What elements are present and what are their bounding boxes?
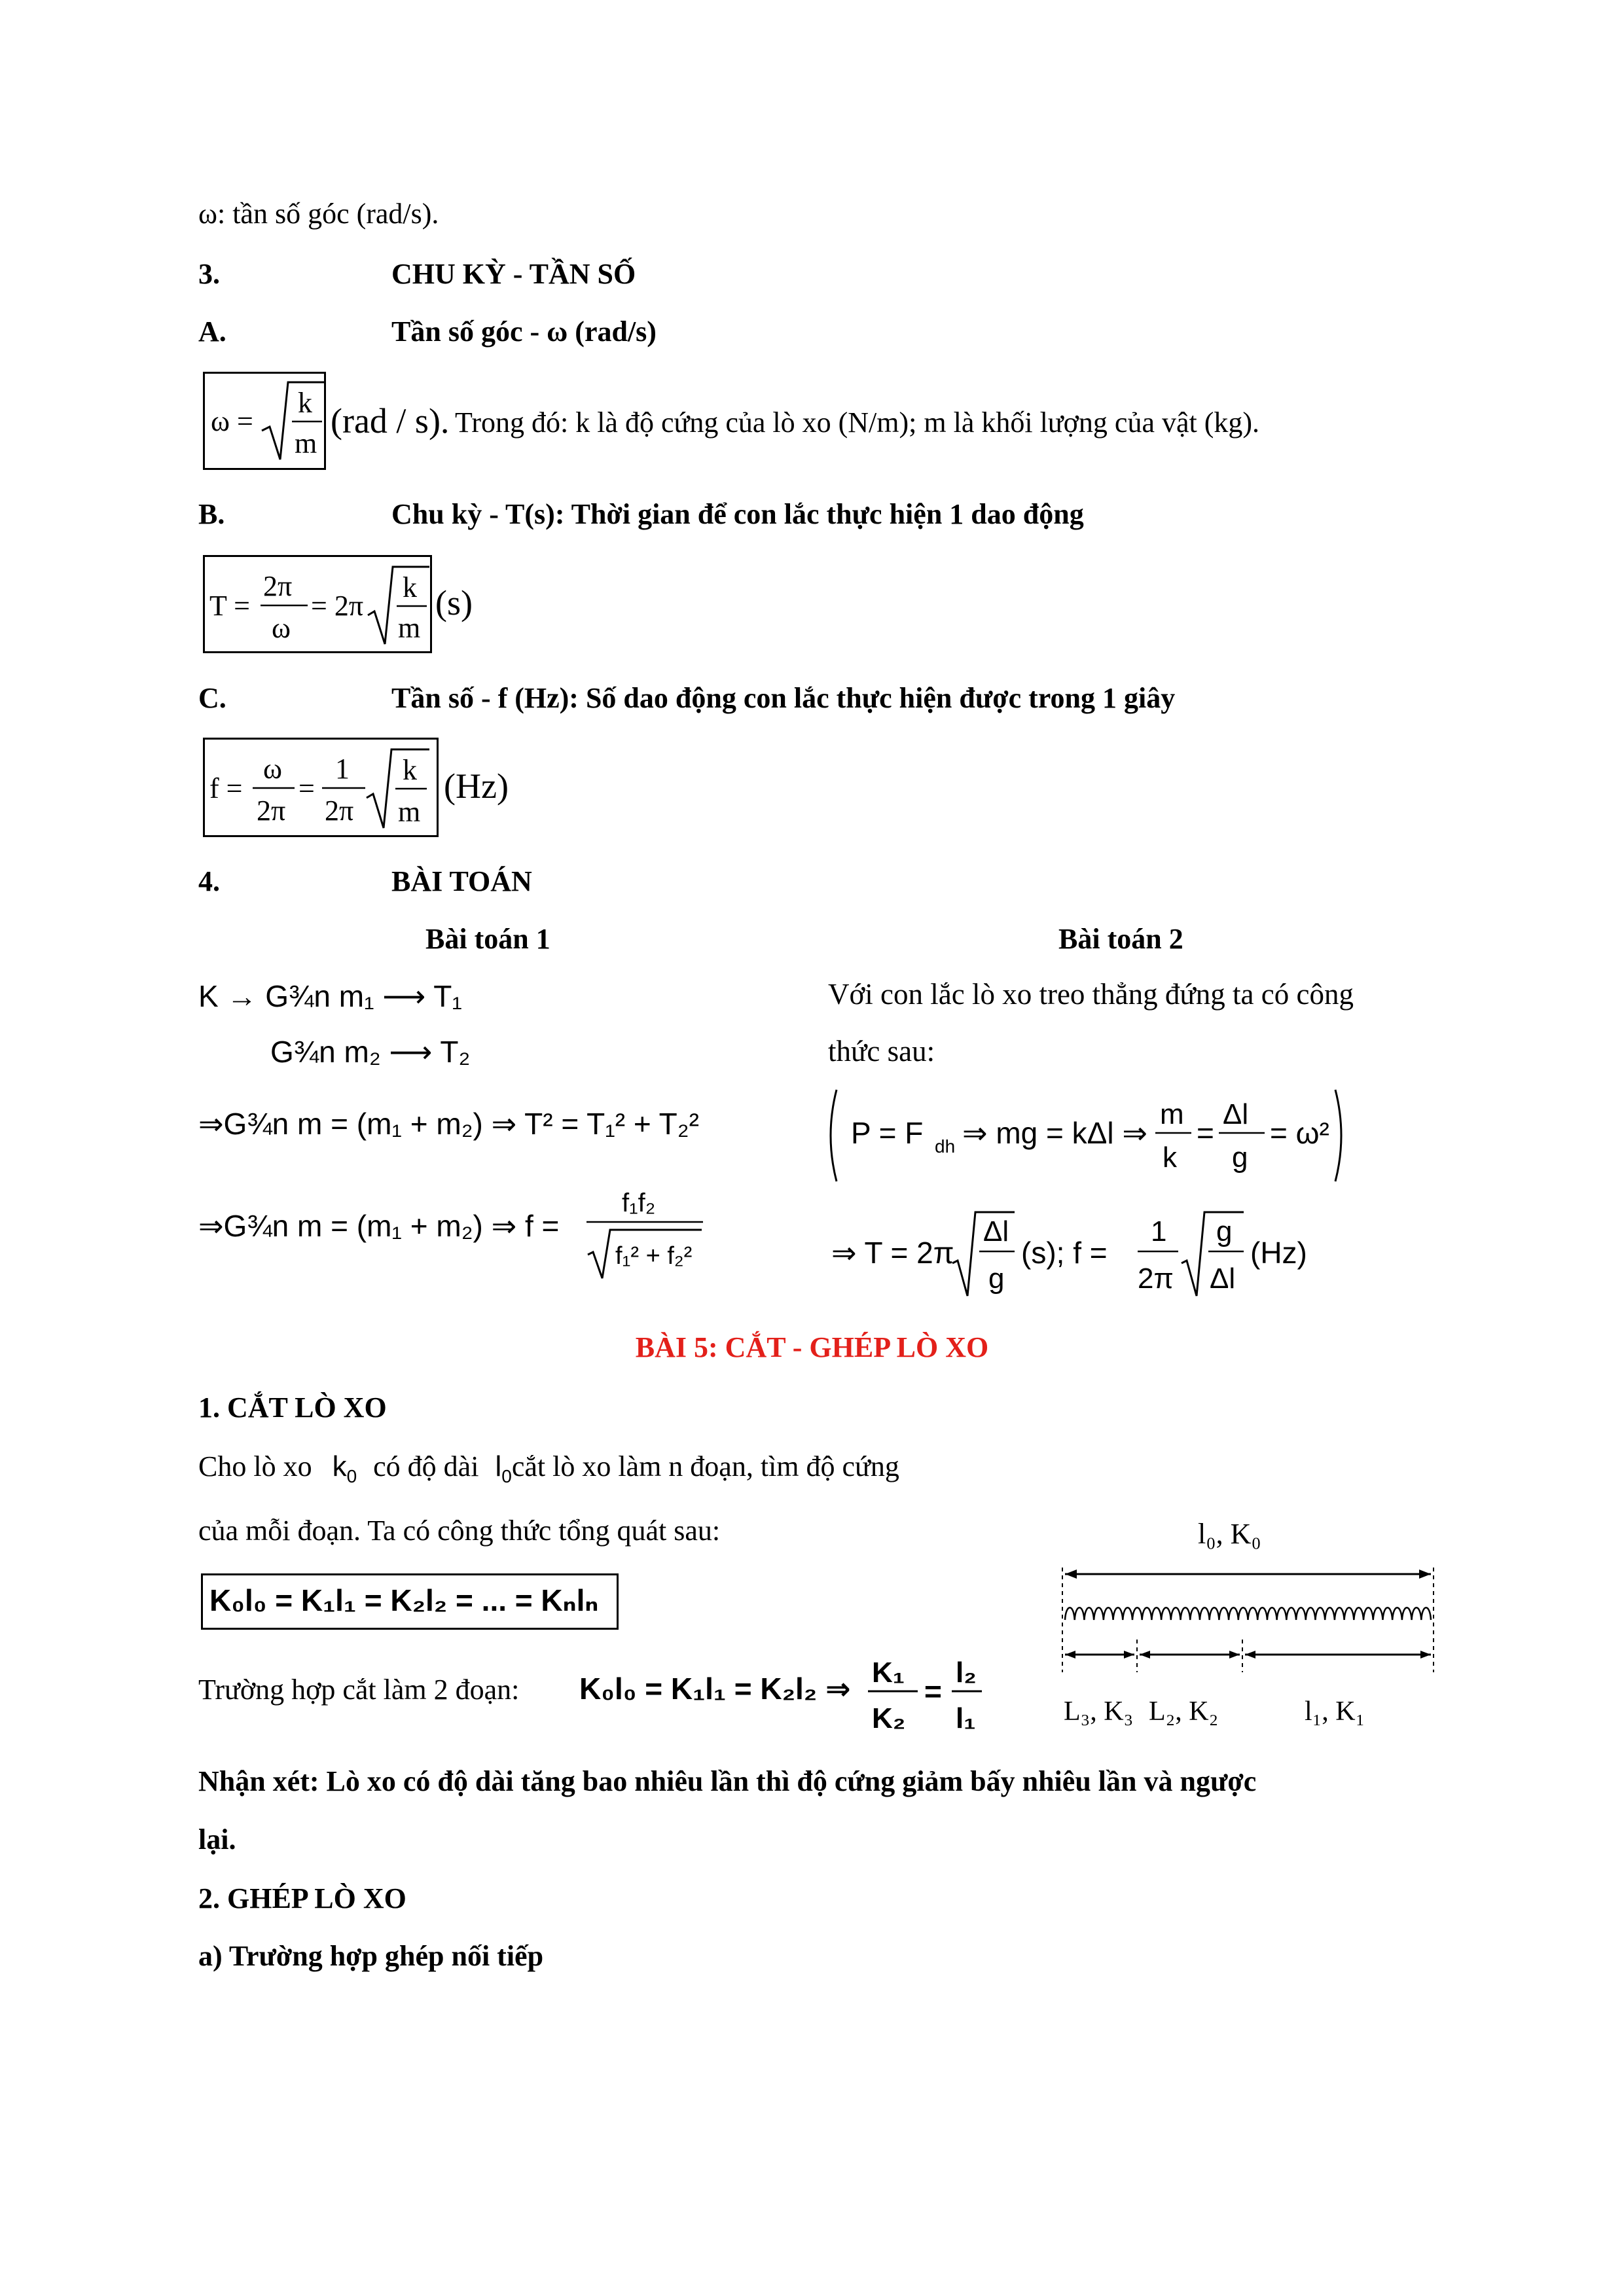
eq1-g: g [1232, 1141, 1248, 1174]
section3-number: 3. [198, 258, 220, 290]
period-m: m [398, 612, 421, 644]
cut-p1b: có độ dài [373, 1450, 479, 1482]
ratio-k2: K₂ [872, 1702, 906, 1734]
problem2-text2: thức sau: [828, 1035, 935, 1067]
freq-m: m [398, 796, 421, 828]
eq2-dl: Δl [983, 1215, 1009, 1247]
two-segments-label: Trường hợp cắt làm 2 đoạn: [198, 1674, 520, 1706]
period-num: 2π [263, 570, 293, 602]
k0-letter: k [332, 1450, 347, 1482]
problem2-heading: Bài toán 2 [1058, 923, 1183, 955]
cut-paragraph1 [198, 1448, 899, 1488]
omega-symbol: ω [198, 198, 217, 230]
ratio-equals: = [924, 1674, 942, 1708]
intro-line [198, 195, 439, 232]
freq-k: k [403, 754, 417, 786]
eq1-dl: Δl [1223, 1098, 1249, 1130]
svg-text:=: = [298, 772, 315, 804]
period-lhs: T = [209, 590, 250, 622]
omega-k: k [298, 387, 312, 419]
eq2-dl2: Δl [1210, 1263, 1236, 1295]
cut-heading: 1. CẮT LÒ XO [198, 1391, 387, 1424]
freq-den2: 2π [325, 795, 354, 827]
partA-letter: A. [198, 315, 226, 348]
period-mid: = 2π [311, 590, 364, 622]
ratio-l1: l₁ [956, 1702, 976, 1734]
ratio-l2: l₂ [956, 1657, 977, 1689]
join-subheading: a) Trường hợp ghép nối tiếp [198, 1940, 544, 1972]
freq-num2: 1 [335, 753, 350, 785]
period-den: ω [272, 612, 291, 644]
general-formula: K₀l₀ = K₁l₁ = K₂l₂ = ... = Kₙlₙ [209, 1583, 599, 1617]
section3-title: CHU KỲ - TẦN SỐ [391, 258, 636, 290]
omega-note: Trong đó: k là độ cứng của lò xo (N/m); m là khối lượng của vật (kg). [455, 406, 1260, 439]
figure-label-l2: L₂, K₂ [1149, 1696, 1219, 1727]
l0-symbol [495, 1450, 512, 1486]
problem2-equation1 [825, 1083, 1453, 1188]
cut-paragraph2: của mỗi đoạn. Ta có công thức tổng quát sau: [198, 1515, 721, 1547]
figure-label-l3: L₃, K₃ [1064, 1696, 1134, 1727]
problem1-line4: ⇒G¾n m = (m₁ + m₂) ⇒ f = [198, 1209, 560, 1243]
two-segments-eq: K₀l₀ = K₁l₁ = K₂l₂ ⇒ [579, 1672, 851, 1706]
figure-label-l1: l₁, K₁ [1305, 1696, 1365, 1727]
freq-den1: 2π [257, 795, 286, 827]
figure-top-label: l₀, K₀ [1198, 1518, 1261, 1550]
eq1-a: P = F [851, 1116, 924, 1150]
k0-sub: 0 [346, 1465, 357, 1486]
section4-number: 4. [198, 865, 220, 897]
period-k: k [403, 571, 417, 603]
intro-text: : tần số góc (rad/s). [217, 198, 439, 230]
frequency-unit: (Hz) [444, 766, 509, 806]
eq2-unit: (Hz) [1250, 1236, 1307, 1270]
l0-letter: l [495, 1450, 502, 1482]
two-segments-ratio [864, 1643, 995, 1741]
partC-letter: C. [198, 682, 226, 714]
problem1-line3: ⇒G¾n m = (m₁ + m₂) ⇒ T² = T₁² + T₂² [198, 1107, 699, 1141]
l0-sub: 0 [501, 1465, 512, 1486]
problem1-line1: K → G¾n m₁ ⟶ T₁ [198, 979, 462, 1013]
remark-line2: lại. [198, 1823, 236, 1856]
cut-p1a: Cho lò xo [198, 1450, 312, 1482]
ratio-k1: K₁ [872, 1657, 905, 1689]
eq2-a: ⇒ T = 2π [831, 1236, 954, 1270]
formula-omega [203, 372, 326, 470]
freq-num1: ω [263, 753, 282, 785]
omega-lhs: ω = [211, 405, 253, 437]
eq1-k: k [1163, 1141, 1177, 1174]
formula-period [203, 555, 432, 653]
period-unit: (s) [435, 583, 473, 622]
problem1-heading: Bài toán 1 [425, 923, 550, 955]
eq2-one: 1 [1151, 1215, 1167, 1247]
partB-title: Chu kỳ - T(s): Thời gian để con lắc thực hiện 1 dao động [391, 498, 1084, 530]
join-heading: 2. GHÉP LÒ XO [198, 1882, 406, 1914]
problem2-equation2 [825, 1198, 1453, 1316]
cut-p1c: cắt lò xo làm n đoạn, tìm độ cứng [511, 1450, 899, 1482]
formula-frequency [203, 738, 439, 837]
remark-line1: Nhận xét: Lò xo có độ dài tăng bao nhiêu lần thì độ cứng giảm bấy nhiêu lần và ngược [198, 1765, 1257, 1797]
omega-unit: (rad / s). [331, 401, 450, 440]
eq1-sub: dh [935, 1136, 956, 1157]
eq1-end: = ω² [1270, 1116, 1329, 1150]
partA-title: Tần số góc - ω (rad/s) [391, 315, 657, 348]
lesson5-title: BÀI 5: CẮT - GHÉP LÒ XO [635, 1331, 989, 1363]
problem1-line2: G¾n m₂ ⟶ T₂ [270, 1035, 471, 1069]
spring-coil [1065, 1607, 1431, 1620]
omega-m: m [295, 427, 317, 459]
p1-frac-num: f₁f₂ [622, 1189, 656, 1217]
section4-title: BÀI TOÁN [391, 865, 532, 897]
problem1-fraction [581, 1175, 706, 1283]
eq1-m: m [1160, 1098, 1184, 1130]
p1-frac-den: f₁² + f₂² [615, 1242, 693, 1270]
eq2-g2: g [1216, 1215, 1233, 1247]
problem2-text1: Với con lắc lò xo treo thẳng đứng ta có công [828, 978, 1354, 1011]
eq1-b: ⇒ mg = kΔl ⇒ [962, 1116, 1147, 1150]
svg-text:=: = [1197, 1116, 1214, 1150]
partC-title: Tần số - f (Hz): Số dao động con lắc thực hiện được trong 1 giây [391, 682, 1176, 714]
eq2-g: g [988, 1263, 1005, 1295]
partB-letter: B. [198, 498, 225, 530]
freq-lhs: f = [209, 772, 243, 804]
eq2-mid: (s); f = [1021, 1236, 1108, 1270]
spring-cut-figure [1057, 1512, 1450, 1767]
eq2-2pi: 2π [1138, 1263, 1174, 1295]
k0-symbol [332, 1450, 357, 1486]
